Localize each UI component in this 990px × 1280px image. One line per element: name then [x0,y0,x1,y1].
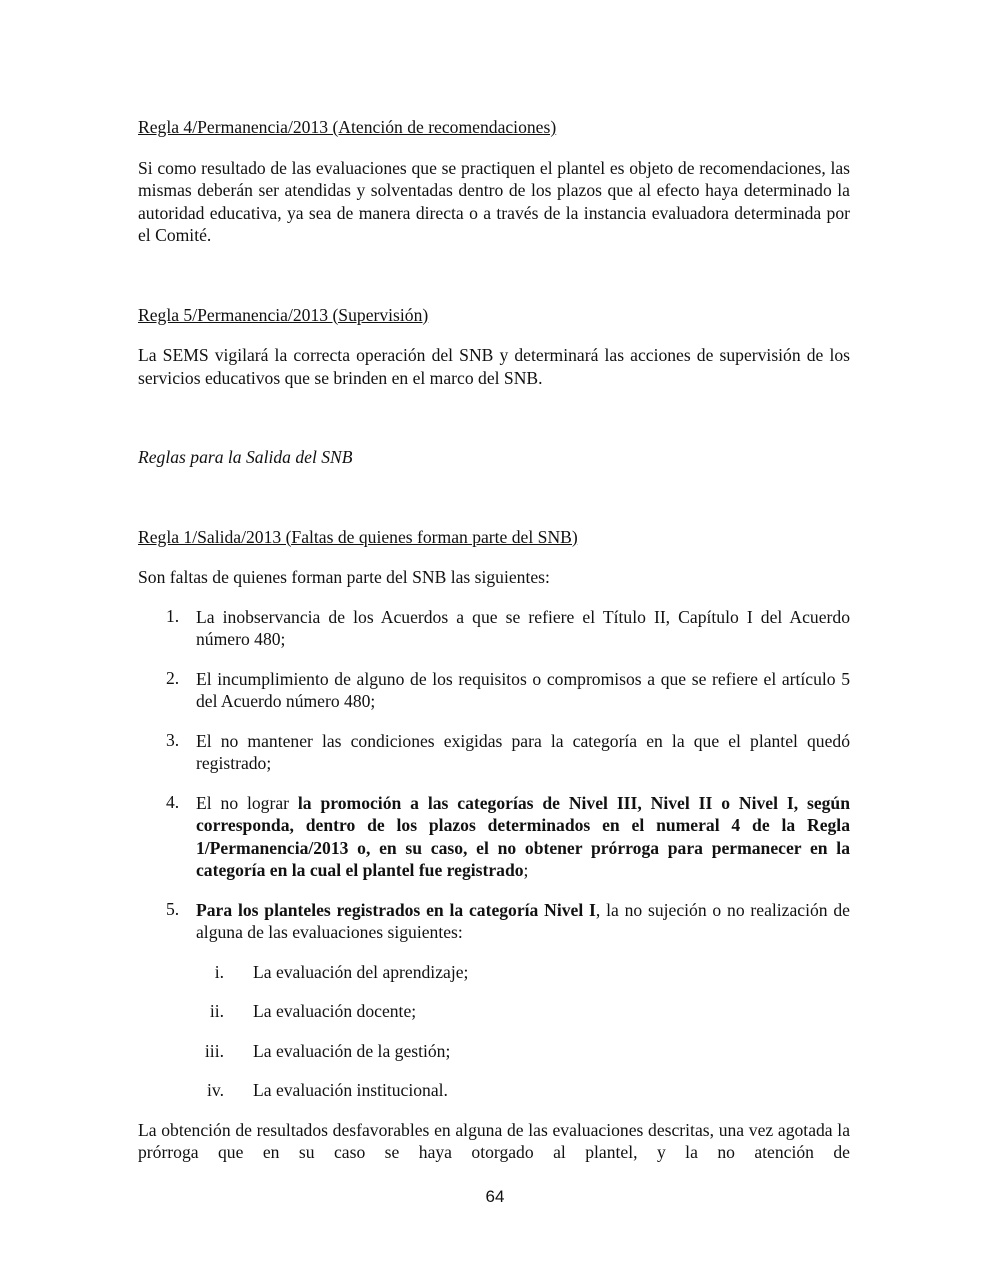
list-item-number: 4. [166,791,180,812]
sub-list-item-text: La evaluación del aprendizaje; [253,961,469,982]
list-item-text [196,899,850,944]
list-item-text-post: , la no sujeción o no realización de alguna de las evaluaciones siguientes: [196,899,850,942]
list-item-text-pre: El no lograr [196,792,298,813]
sub-list-item-number: iv. [207,1080,224,1100]
list-item-text-bold: Para los planteles registrados en la categoría Nivel I [196,899,596,920]
closing-paragraph: La obtención de resultados desfavorables en alguna de las evaluaciones descritas, una vez agotada la prórroga que en su caso se haya otorgado al plantel, y la no atención de [138,1119,850,1162]
sub-list-item-text: La evaluación docente; [253,1001,417,1021]
sub-list-item [138,961,850,984]
sub-list-item [138,1000,850,1023]
list-item-text: La inobservancia de los Acuerdos a que se refiere el Título II, Capítulo I del Acuerdo número 480; [196,606,850,649]
section-title: Reglas para la Salida del SNB [138,447,353,467]
rule5-body: La SEMS vigilará la correcta operación del SNB y determinará las acciones de supervisión de los servicios educativos que se brinden en el marco del SNB. [138,345,850,388]
list-item [138,730,850,775]
list-item-text-post: ; [523,860,529,880]
list-item [138,792,850,882]
list-item-text [196,792,850,882]
document-page [138,116,850,1164]
list-item [138,899,850,944]
sub-list-item-text: La evaluación de la gestión; [253,1040,451,1061]
list-item-number: 3. [166,729,180,750]
list-item [138,668,850,713]
sub-list-item-number: i. [214,961,224,982]
page-number: 64 [485,1187,505,1206]
sub-list-item [138,1079,850,1102]
list-item-text-bold: la promoción a las categorías de Nivel III, Nivel II o Nivel I, según corresponda, dentro de los plazos determinados en el numeral 4 de la Regla 1/Permanencia/2013 o, en su caso, el no obtener prórroga para permanecer en la categoría en la cual el plantel fue registrado [196,792,851,880]
list-item [138,606,850,651]
sub-list-item-number: ii. [209,1001,224,1021]
list-item-number: 5. [166,898,180,919]
rule5-heading: Regla 5/Permanencia/2013 (Supervisión) [138,304,429,325]
salida1-heading: Regla 1/Salida/2013 (Faltas de quienes forman parte del SNB) [138,526,578,547]
list-item-text: El incumplimiento de alguno de los requisitos o compromisos a que se refiere el artículo 5 del Acuerdo número 480; [196,668,850,711]
sub-list-item [138,1040,850,1063]
sub-list-item-text: La evaluación institucional. [253,1080,448,1100]
rule4-body: Si como resultado de las evaluaciones que se practiquen el plantel es objeto de recomendaciones, las mismas deberán ser atendidas y solventadas dentro de los plazos que al efecto haya determinado la autoridad educativa, ya sea de manera directa o a través de la instancia evaluadora determinada por el Comité. [138,157,850,245]
list-item-number: 2. [166,667,180,688]
rule4-heading: Regla 4/Permanencia/2013 (Atención de recomendaciones) [138,117,557,137]
sub-list-item-number: iii. [204,1040,224,1061]
list-item-number: 1. [166,605,180,626]
salida1-intro: Son faltas de quienes forman parte del SNB las siguientes: [138,567,550,587]
list-item-text: El no mantener las condiciones exigidas para la categoría en la que el plantel quedó registrado; [196,730,850,773]
